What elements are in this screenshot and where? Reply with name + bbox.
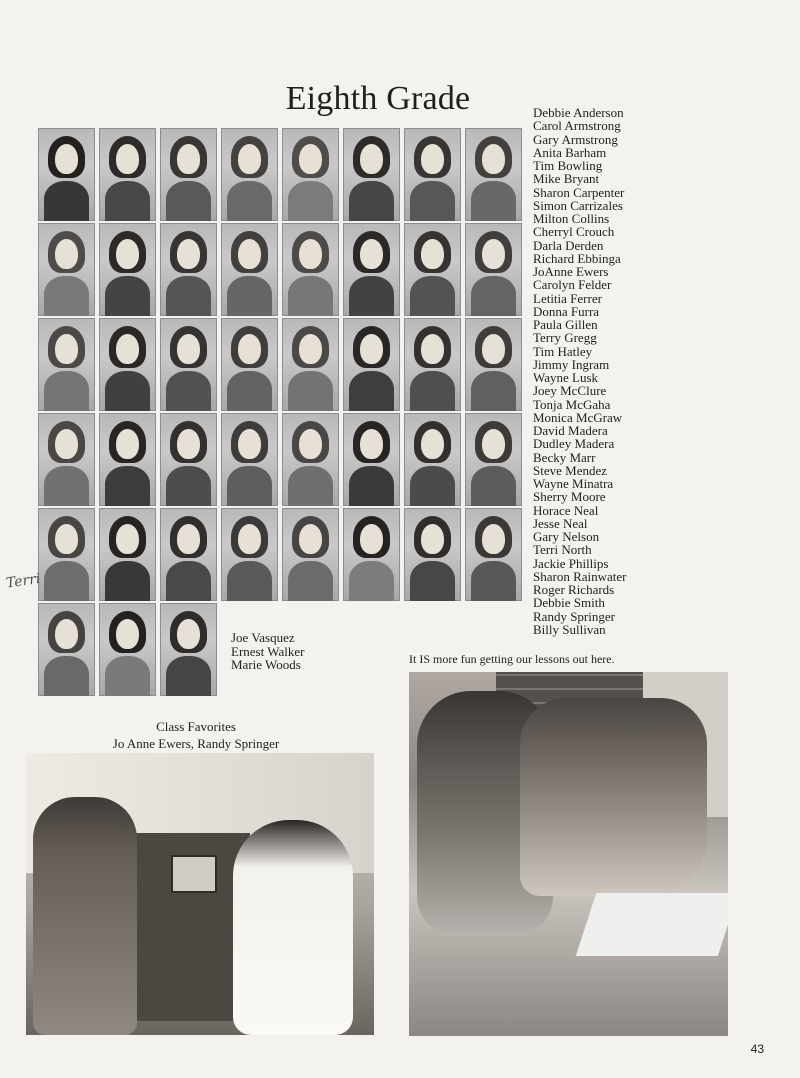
name-item: Paula Gillen	[533, 317, 598, 332]
portrait-body	[471, 466, 516, 506]
portrait-face	[55, 334, 78, 364]
portrait-body	[166, 276, 211, 316]
student-portrait	[282, 128, 339, 221]
name-item: Dudley Madera	[533, 436, 615, 452]
portrait-face	[177, 619, 200, 649]
portrait-face	[177, 429, 200, 459]
portrait-body	[166, 371, 211, 411]
portrait-face	[421, 239, 444, 269]
name-item: Donna Furra	[533, 303, 600, 319]
portrait-body	[471, 181, 516, 221]
girl-figure	[233, 820, 353, 1035]
portrait-face	[299, 144, 322, 174]
student-portrait	[99, 508, 156, 601]
portrait-body	[227, 466, 272, 506]
name-item: Joey McClure	[533, 383, 607, 399]
portrait-body	[471, 561, 516, 601]
boy-figure	[33, 797, 137, 1035]
portrait-body	[105, 466, 150, 506]
portrait-body	[44, 181, 89, 221]
student-portrait	[404, 508, 461, 601]
student-portrait	[99, 413, 156, 506]
name-item: Marie Woods	[231, 657, 301, 672]
portrait-face	[421, 334, 444, 364]
name-item: Milton Collins	[533, 211, 610, 226]
portrait-face	[238, 334, 261, 364]
portrait-body	[166, 656, 211, 696]
portrait-face	[299, 334, 322, 364]
student-portrait	[38, 223, 95, 316]
portrait-body	[227, 561, 272, 601]
student-portrait	[160, 603, 217, 696]
portrait-face	[299, 239, 322, 269]
portrait-body	[288, 371, 333, 411]
name-item: Sharon Rainwater	[533, 568, 627, 584]
name-item: Randy Springer	[533, 608, 615, 624]
student-portrait	[160, 223, 217, 316]
student-portrait	[404, 128, 461, 221]
name-item: Letitia Ferrer	[533, 290, 602, 306]
portrait-face	[177, 334, 200, 364]
portrait-face	[238, 524, 261, 554]
name-item: Horace Neal	[533, 502, 599, 518]
portrait-body	[349, 371, 394, 411]
portrait-body	[471, 276, 516, 316]
portrait-face	[482, 429, 505, 459]
portrait-body	[166, 181, 211, 221]
portrait-body	[105, 371, 150, 411]
portrait-face	[177, 239, 200, 269]
student-portrait	[99, 603, 156, 696]
portrait-face	[55, 524, 78, 554]
student-portrait	[221, 223, 278, 316]
class-favorites-label: Class Favorites	[156, 719, 236, 734]
student-portrait	[465, 128, 522, 221]
name-item: Richard Ebbinga	[533, 250, 621, 266]
name-item: Steve Mendez	[533, 462, 608, 478]
student-portrait	[38, 603, 95, 696]
student-portrait	[221, 128, 278, 221]
portrait-face	[116, 239, 139, 269]
portrait-body	[166, 466, 211, 506]
student-portrait	[282, 508, 339, 601]
portrait-body	[349, 466, 394, 506]
portrait-body	[349, 181, 394, 221]
student-portrait	[343, 128, 400, 221]
portrait-face	[55, 619, 78, 649]
portrait-body	[227, 371, 272, 411]
name-item: Gary Nelson	[533, 529, 600, 544]
portrait-body	[105, 276, 150, 316]
students-studying-photo	[409, 672, 728, 1036]
student-name-list	[533, 106, 693, 636]
student-portrait	[404, 318, 461, 411]
portrait-face	[55, 144, 78, 174]
class-favorites-names: Jo Anne Ewers, Randy Springer	[112, 736, 280, 751]
student-portrait	[465, 413, 522, 506]
portrait-face	[360, 239, 383, 269]
name-item: Wayne Minatra	[533, 476, 614, 491]
portrait-face	[482, 239, 505, 269]
class-favorites-photo	[26, 753, 374, 1035]
portrait-face	[116, 334, 139, 364]
name-item: Debbie Smith	[533, 595, 605, 611]
name-item: Monica McGraw	[533, 409, 623, 425]
portrait-body	[410, 371, 455, 411]
name-item: Terry Gregg	[533, 330, 597, 346]
portrait-face	[299, 429, 322, 459]
name-item: Terri North	[533, 542, 592, 558]
portrait-body	[288, 466, 333, 506]
student-portrait	[221, 413, 278, 506]
portrait-body	[105, 656, 150, 696]
picture-frame	[171, 855, 217, 893]
papers-on-floor	[576, 893, 728, 956]
portrait-face	[421, 144, 444, 174]
student-portrait	[221, 508, 278, 601]
portrait-body	[105, 561, 150, 601]
student-portrait	[343, 318, 400, 411]
student-portrait	[404, 413, 461, 506]
portrait-face	[55, 429, 78, 459]
portrait-face	[482, 334, 505, 364]
portrait-face	[116, 429, 139, 459]
name-item: Mike Bryant	[533, 171, 600, 187]
portrait-face	[116, 619, 139, 649]
portrait-body	[288, 561, 333, 601]
student-portrait	[99, 128, 156, 221]
student-portrait	[465, 508, 522, 601]
student-portrait	[465, 223, 522, 316]
study-caption: It IS more fun getting our lessons out here.	[409, 652, 615, 666]
name-item: Cherryl Crouch	[533, 224, 615, 240]
name-item: Sharon Carpenter	[533, 184, 625, 200]
student-portrait	[282, 318, 339, 411]
student-portrait	[160, 128, 217, 221]
portrait-face	[116, 524, 139, 554]
name-item: Debbie Anderson	[533, 105, 624, 120]
portrait-face	[421, 524, 444, 554]
portrait-body	[288, 276, 333, 316]
name-item: Becky Marr	[533, 449, 596, 465]
portrait-body	[44, 466, 89, 506]
portrait-face	[116, 144, 139, 174]
bottom-name-list	[231, 631, 371, 672]
portrait-body	[288, 181, 333, 221]
portrait-body	[105, 181, 150, 221]
student-portrait	[221, 318, 278, 411]
portrait-face	[360, 429, 383, 459]
name-item: Tim Bowling	[533, 158, 603, 173]
name-item: Simon Carrizales	[533, 197, 623, 213]
portrait-face	[482, 524, 505, 554]
portrait-face	[177, 144, 200, 174]
portrait-body	[166, 561, 211, 601]
portrait-body	[227, 276, 272, 316]
name-item: Jimmy Ingram	[533, 356, 610, 372]
page-title: Eighth Grade	[285, 80, 471, 117]
portrait-body	[410, 276, 455, 316]
portrait-face	[482, 144, 505, 174]
student-portrait	[160, 318, 217, 411]
portrait-face	[299, 524, 322, 554]
portrait-face	[421, 429, 444, 459]
portrait-face	[238, 144, 261, 174]
portrait-body	[410, 561, 455, 601]
student-portrait	[343, 413, 400, 506]
student-portrait	[282, 413, 339, 506]
portrait-body	[44, 656, 89, 696]
portrait-body	[349, 276, 394, 316]
student-portrait	[99, 223, 156, 316]
student-portrait	[99, 318, 156, 411]
portrait-body	[410, 181, 455, 221]
name-item: Anita Barham	[533, 144, 607, 160]
name-item: Gary Armstrong	[533, 131, 618, 147]
name-item: Wayne Lusk	[533, 370, 599, 385]
portrait-face	[55, 239, 78, 269]
portrait-body	[44, 371, 89, 411]
name-item: Jackie Phillips	[533, 555, 609, 571]
boy-studying	[520, 698, 707, 896]
portrait-body	[44, 276, 89, 316]
name-item: Jesse Neal	[533, 515, 588, 531]
name-item: Sherry Moore	[533, 489, 606, 505]
portrait-face	[360, 334, 383, 364]
name-item: Carolyn Felder	[533, 277, 612, 293]
portrait-face	[238, 239, 261, 269]
name-item: Tonja McGaha	[533, 396, 611, 412]
name-item: Billy Sullivan	[533, 621, 606, 637]
page-number: 43	[750, 1042, 764, 1056]
student-portrait	[343, 223, 400, 316]
name-item: Tim Hatley	[533, 343, 593, 359]
signature-text: Terri	[5, 570, 42, 592]
student-portrait	[282, 223, 339, 316]
class-favorites-caption	[26, 718, 366, 752]
name-item: Ernest Walker	[231, 643, 305, 659]
student-portrait	[38, 413, 95, 506]
name-item: Roger Richards	[533, 582, 615, 597]
student-portrait	[343, 508, 400, 601]
portrait-face	[360, 524, 383, 554]
name-item: JoAnne Ewers	[533, 264, 609, 279]
student-portrait	[160, 413, 217, 506]
portrait-body	[349, 561, 394, 601]
student-portrait	[465, 318, 522, 411]
portrait-grid	[38, 128, 522, 702]
portrait-body	[471, 371, 516, 411]
portrait-body	[227, 181, 272, 221]
portrait-face	[177, 524, 200, 554]
name-item: Darla Derden	[533, 237, 604, 253]
name-item: Carol Armstrong	[533, 118, 621, 134]
student-portrait	[38, 318, 95, 411]
name-item: Joe Vasquez	[231, 630, 295, 645]
portrait-face	[360, 144, 383, 174]
student-portrait	[160, 508, 217, 601]
portrait-face	[238, 429, 261, 459]
student-portrait	[404, 223, 461, 316]
student-portrait	[38, 128, 95, 221]
name-item: David Madera	[533, 423, 608, 438]
portrait-body	[410, 466, 455, 506]
